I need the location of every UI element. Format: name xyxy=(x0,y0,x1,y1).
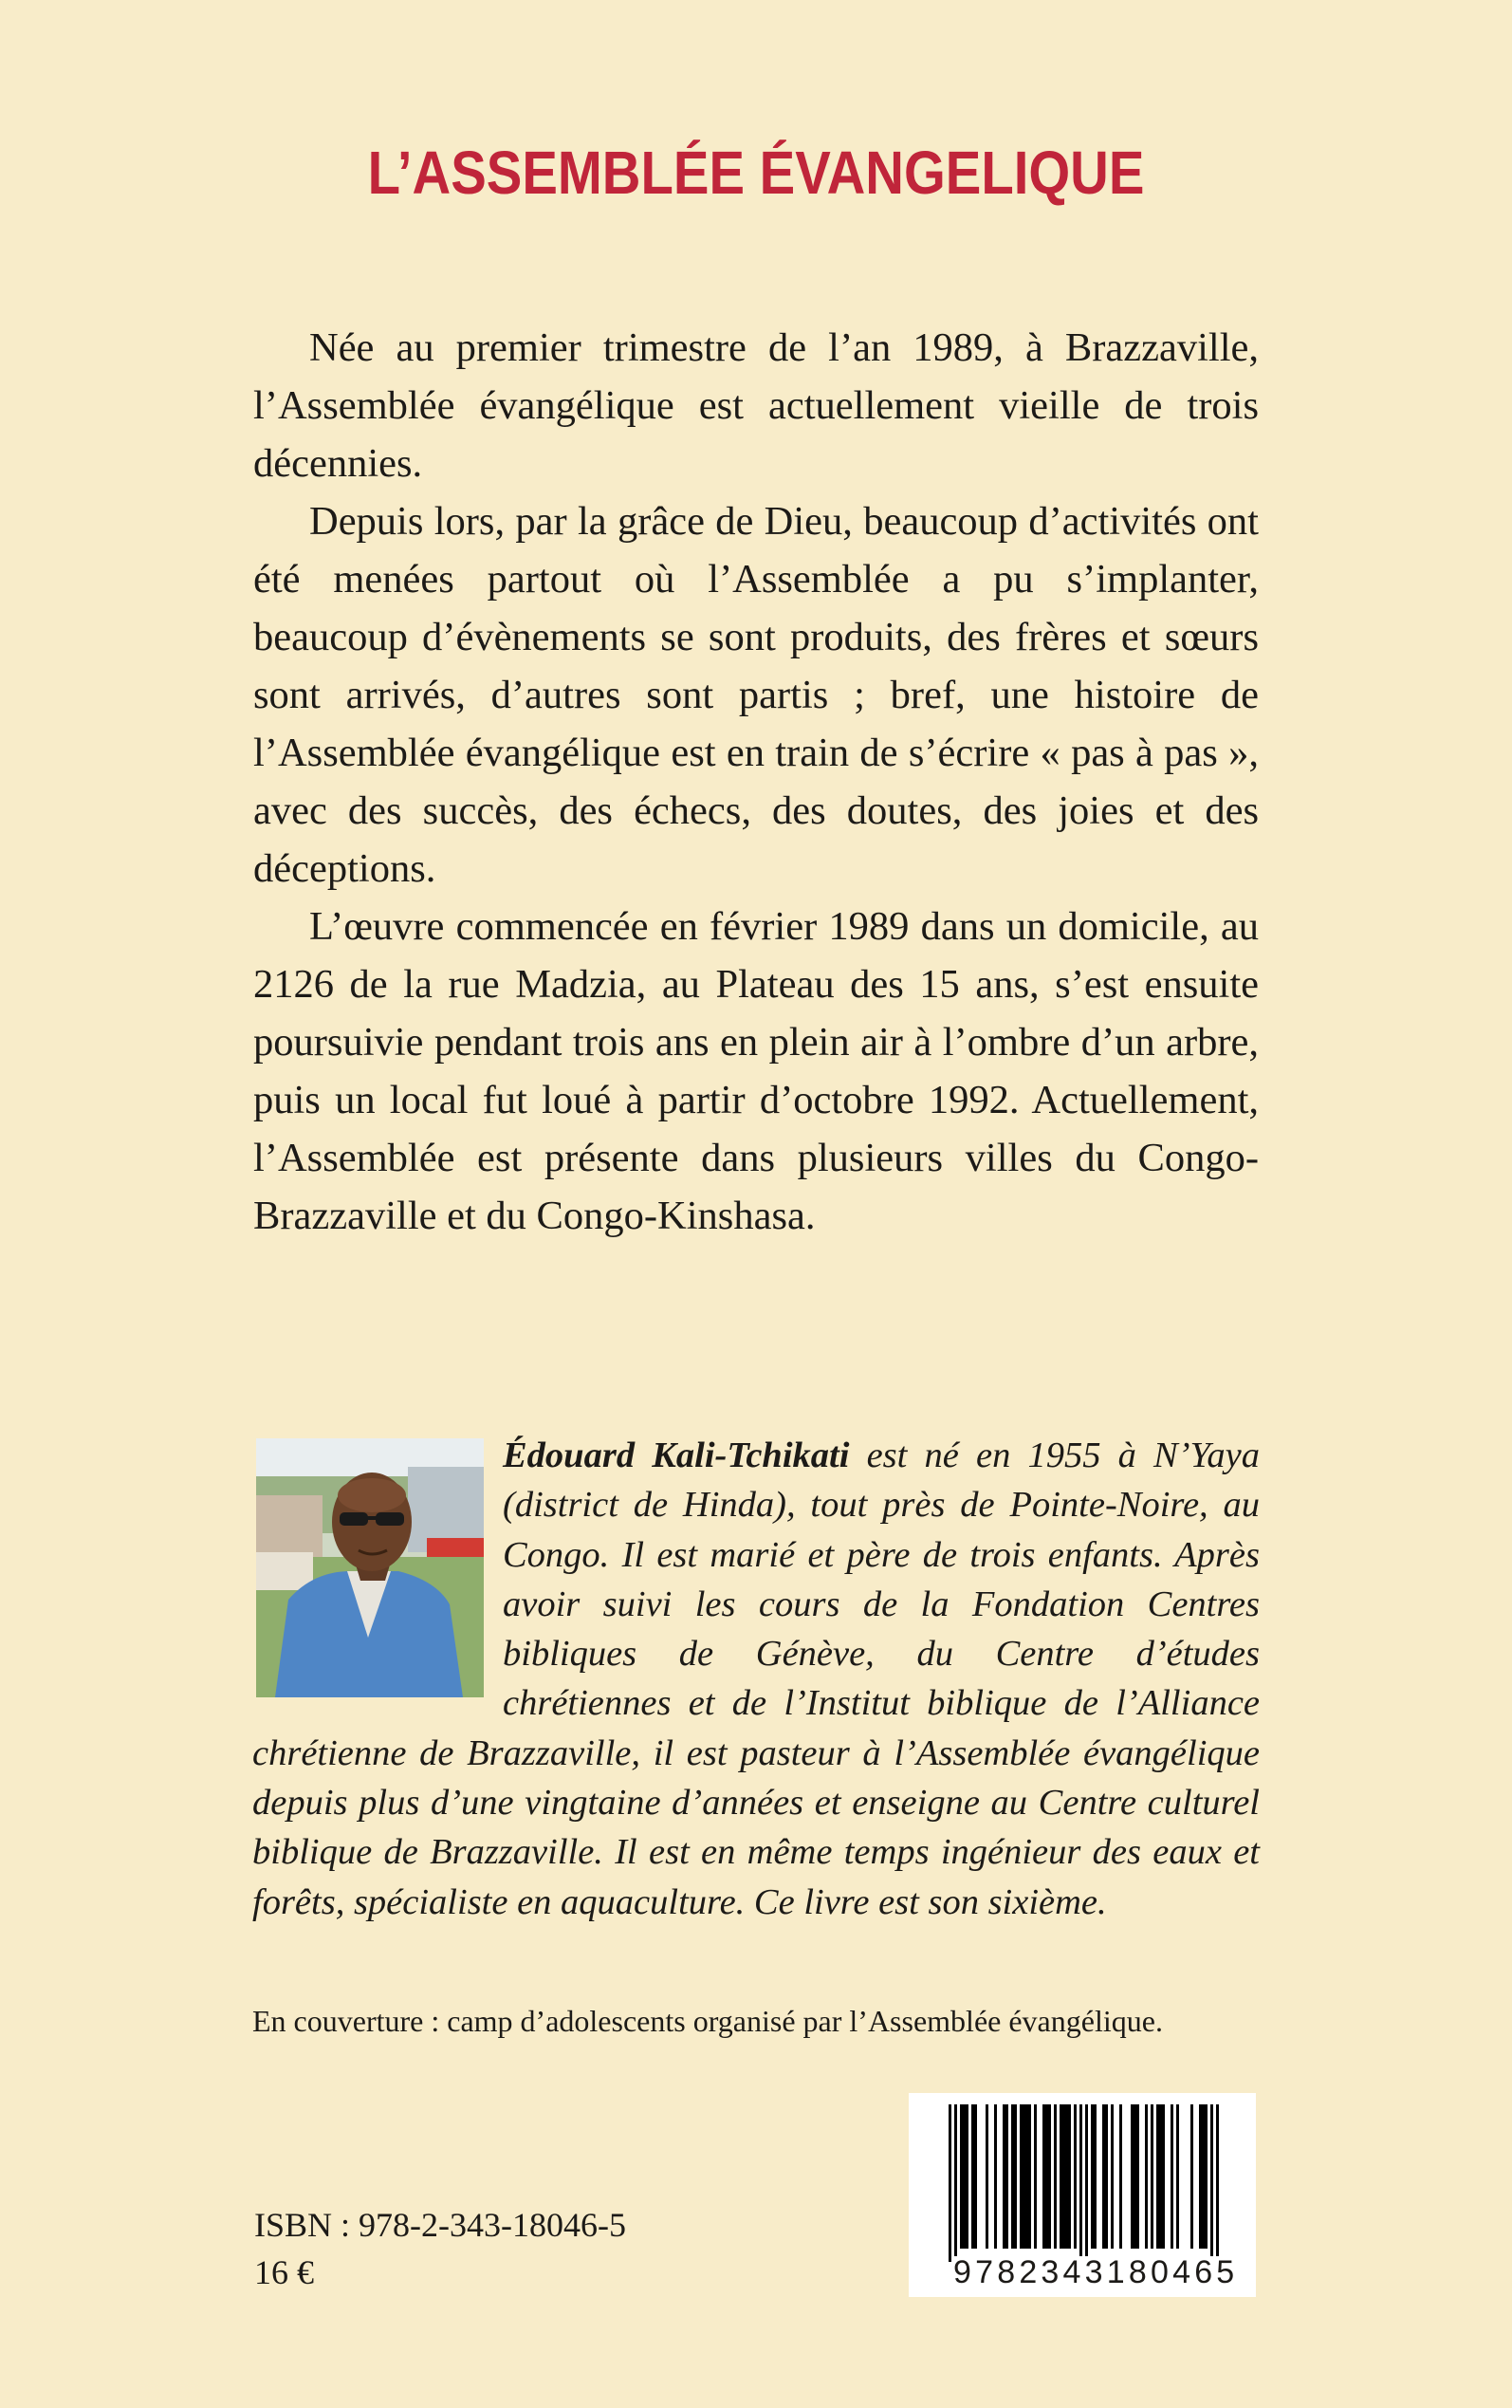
barcode-bar xyxy=(1162,2104,1165,2249)
barcode-bar xyxy=(1102,2104,1105,2249)
barcode-bar xyxy=(986,2104,988,2249)
author-name: Édouard Kali-Tchikati xyxy=(503,1436,850,1475)
barcode-bar xyxy=(1145,2104,1148,2249)
barcode-bar xyxy=(1020,2104,1023,2249)
barcode-bar xyxy=(949,2104,951,2262)
barcode-bar xyxy=(954,2104,957,2262)
barcode-bar xyxy=(971,2104,974,2249)
barcode-bar xyxy=(1134,2104,1136,2249)
price: 16 € xyxy=(254,2253,314,2291)
barcode-bar xyxy=(1060,2104,1062,2249)
barcode-bar xyxy=(1190,2104,1193,2249)
barcode-bar xyxy=(966,2104,968,2249)
barcode-bar xyxy=(1003,2104,1005,2249)
barcode-bar xyxy=(994,2104,997,2249)
barcode-bar xyxy=(1199,2104,1202,2249)
summary-paragraph: Depuis lors, par la grâce de Dieu, beaucoup d’activités ont été menées partout où l’Assemblée a pu s’implanter, beaucoup d’évènements se sont produits, des frères et sœurs sont arrivés, d’autres sont partis ; bref, une histoire de l’Assemblée évangélique est en train de s’écrire « pas à pas », avec des succès, des échecs, des doutes, des joies et des déceptions. xyxy=(253,499,1259,891)
barcode-bar xyxy=(1176,2104,1179,2249)
barcode-bar xyxy=(1159,2104,1162,2249)
barcode-bar xyxy=(1068,2104,1071,2249)
isbn: ISBN : 978-2-343-18046-5 xyxy=(254,2206,626,2244)
barcode-bar xyxy=(1111,2104,1114,2249)
barcode-bar xyxy=(1014,2104,1017,2249)
barcode-bar xyxy=(1205,2104,1208,2249)
barcode-bar xyxy=(1005,2104,1008,2249)
author-bio xyxy=(252,1431,1260,1927)
barcode-bar xyxy=(1136,2104,1139,2249)
barcode-bar xyxy=(1023,2104,1025,2249)
barcode-bar xyxy=(1085,2104,1088,2262)
barcode-bar xyxy=(1062,2104,1065,2249)
book-title: L’ASSEMBLÉE ÉVANGELIQUE xyxy=(367,139,1145,207)
barcode-bar xyxy=(1065,2104,1068,2249)
barcode-bar xyxy=(974,2104,977,2249)
barcode-bar xyxy=(1045,2104,1048,2249)
book-summary xyxy=(253,319,1259,1245)
barcode-bar xyxy=(1094,2104,1097,2249)
barcode-bar xyxy=(960,2104,963,2249)
summary-paragraph: Née au premier trimestre de l’an 1989, à Brazzaville, l’Assemblée évangélique est actuellement vieille de trois décennies. xyxy=(253,325,1259,486)
barcode-bar xyxy=(1011,2104,1014,2249)
barcode-bar xyxy=(963,2104,966,2249)
barcode-bar xyxy=(1131,2104,1134,2249)
barcode-bar xyxy=(1028,2104,1031,2249)
barcode-bar xyxy=(1025,2104,1028,2249)
barcode-bar xyxy=(1210,2104,1213,2262)
barcode-bar xyxy=(1119,2104,1122,2249)
barcode-bar xyxy=(1054,2104,1057,2249)
barcode-bar xyxy=(1202,2104,1205,2249)
barcode-bar xyxy=(1034,2104,1037,2249)
barcode-bar xyxy=(1156,2104,1159,2249)
barcode-digits: 9782343180465 xyxy=(953,2254,1239,2290)
barcode-bar xyxy=(1042,2104,1045,2249)
barcode-bar xyxy=(1079,2104,1082,2262)
barcode-bar xyxy=(1171,2104,1173,2249)
cover-caption: En couverture : camp d’adolescents organisé par l’Assemblée évangélique. xyxy=(252,2004,1163,2038)
barcode-bar xyxy=(1091,2104,1094,2249)
barcode-bar xyxy=(1105,2104,1108,2249)
barcode-bar xyxy=(1048,2104,1051,2249)
barcode-bar xyxy=(1151,2104,1153,2249)
barcode-bar xyxy=(1216,2104,1219,2262)
barcode-bar xyxy=(1074,2104,1077,2249)
author-bio-text: est né en 1955 à N’Yaya (district de Hinda), tout près de Pointe-Noire, au Congo. Il est marié et père de trois enfants. Après avoir suivi les cours de la Fondation Centres bibliques de Génève, du Centre d’études chrétiennes et de l’Institut biblique de l’Alliance chrétienne de Brazzaville, il est pasteur à l’Assemblée évangélique depuis plus d’une vingtaine d’années et enseigne au Centre culturel biblique de Brazzaville. Il est en même temps ingénieur des eaux et forêts, spécialiste en aquaculture. Ce livre est son sixième. xyxy=(252,1436,1260,1922)
summary-paragraph: L’œuvre commencée en février 1989 dans un domicile, au 2126 de la rue Madzia, au Plateau des 15 ans, s’est ensuite poursuivie pendant trois ans en plein air à l’ombre d’un arbre, puis un local fut loué à partir d’octobre 1992. Actuellement, l’Assemblée est présente dans plusieurs villes du Congo-Brazzaville et du Congo-Kinshasa. xyxy=(253,904,1259,1238)
